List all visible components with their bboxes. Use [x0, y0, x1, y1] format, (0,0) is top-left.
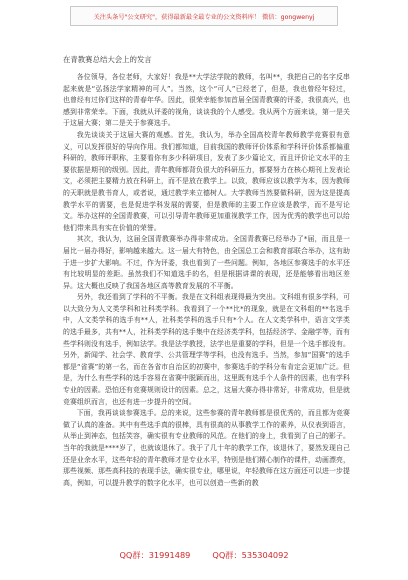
- document-body: [63, 72, 350, 489]
- paragraph: 另外，我还看到了学科的不平衡。我是在文科组表现得最为突出。文科组有很多学科，可以大致分为人文类学科和社科类学科。我看到了一个**比*的现象，就是在文科组的**名选手中，人文类学科的选手有**人，社科类学科的选手只有*个人。在人文类学科中，语言文学类的选手最多，共有**人，社科类学科的选手集中在经济类学科，包括经济学、金融学等，而有些学科则没有选手，例如法学。我是法学教授，法学也是重要的学科，但是一个选手都没有。另外，新闻学、社会学、教育学、公共管理学等学科，也没有选手。当然，参加“国赛”的选手都是“省赛”的第一名，而在各省市自治区的初赛中，参赛选手的学科分布肯定会更加广泛。但是，为什么有些学科的选手容易在省赛中脱颖而出，这里既有选手个人条件的因素，也有学科专业的因素。恐怕还有竞赛规则设计的因素。总之，这届大赛办得非常好，非常成功，但是就竞赛组织而言，也还有进一步提升的空间。: [63, 293, 350, 406]
- top-banner[interactable]: [70, 6, 338, 26]
- paragraph: 各位领导，各位老师，大家好！我是**大学法学院的教师，名叫**，我把自己的名字反串起来就是“弘扬法学家精神的可人”。当然，这个“可人”已经老了，但是，我也曾经年轻过，也曾经有过你们这样的青春年华。因此，很荣幸能参加首届全国青教赛的评委，我很高兴，也感到非常荣幸。下面，我就从评委的视角，谈谈我的个人感受。我从两个方面来谈，第一是关于这届大赛；第二是关于参赛选手。: [63, 73, 350, 128]
- document-title: 在青教赛总结大会上的发言: [63, 55, 152, 64]
- paragraph: 下面，我再谈谈参赛选手。总的来说，这些参赛的青年教师都是很优秀的，而且都为竞赛做了认真的准备。其中有些选手真的很棒，具有很高的从事教学工作的素养，从仪表到语言，从举止到神态，包括笑容，确实很有专业教师的风范。在他们的身上，我看到了自己的影子。当年的我就是****岁了，也就该退休了。我于了几十年的教学工作，该退休了，要然发现自己还是业余水平，这些年轻的青年教师才是专业水平，特别是他们精心制作的课件，动画漂亮，那些视频、那些高科技的表现手法，确实很专业，哪里说，年轻教师在这方面还可以进一步提高，例如，可以提升教学的数字化水平，也可以创造一些新的教: [63, 409, 350, 487]
- bottom-footer: [0, 547, 408, 563]
- qq-group-2[interactable]: QQ群：535304092: [212, 549, 289, 560]
- top-banner-text: 关注头条号"公文研究"，获得最新最全最专业的公文资料库！ 微信：gongwenyj: [93, 13, 315, 21]
- paragraph: 其次，我认为，这届全国青教赛举办得非常成功。全国青教赛已经举办了*届，而且是一届比一届办得好，影响越来越大。这一届大有特色，由全国总工会和教育部联合举办，这有助于进一步扩大影响。不过，作为评委，我也看到了一些问题。例如，各地区参赛选手的水平还有比较明显的差距。虽然我们不知道选手的名，但是根据讲课的表现，还是能够看出地区差异。这大概也反映了我国各地区高等教育发展的不平衡。: [63, 235, 350, 290]
- paragraph: 我先谈谈关于这届大赛的观感。首先，我认为，举办全国高校青年教师教学竞赛很有意义，可以发挥很好的导向作用。我们都知道，目前我国的教师评价体系和学科评价体系都偏重科研的，教师评职称，主要看你有多少科研项目，发表了多少篇论文，而且评价论文水平的主要依据是期刊的级别。因此，青年教师都背负很大的科研压力，都要努力在核心期刊上发表论文，必须把主要精力放在科研上，而不是放在教学上。以致，教师应该以教学为本，因为教师的天职就是教书育人，或者说，通过教学来立德树人。大学教师当然要做科研，因为这是提高教学水平的需要，也是促进学科发展的需要，但是教师的主要工作应该是教学，而不是写论文。举办这样的全国青教赛，可以引导青年教师更加重视教学工作，因为优秀的教学也可以给他们带来具有实在价值的荣誉。: [63, 130, 350, 232]
- qq-group-1[interactable]: QQ群：31991489: [119, 549, 191, 560]
